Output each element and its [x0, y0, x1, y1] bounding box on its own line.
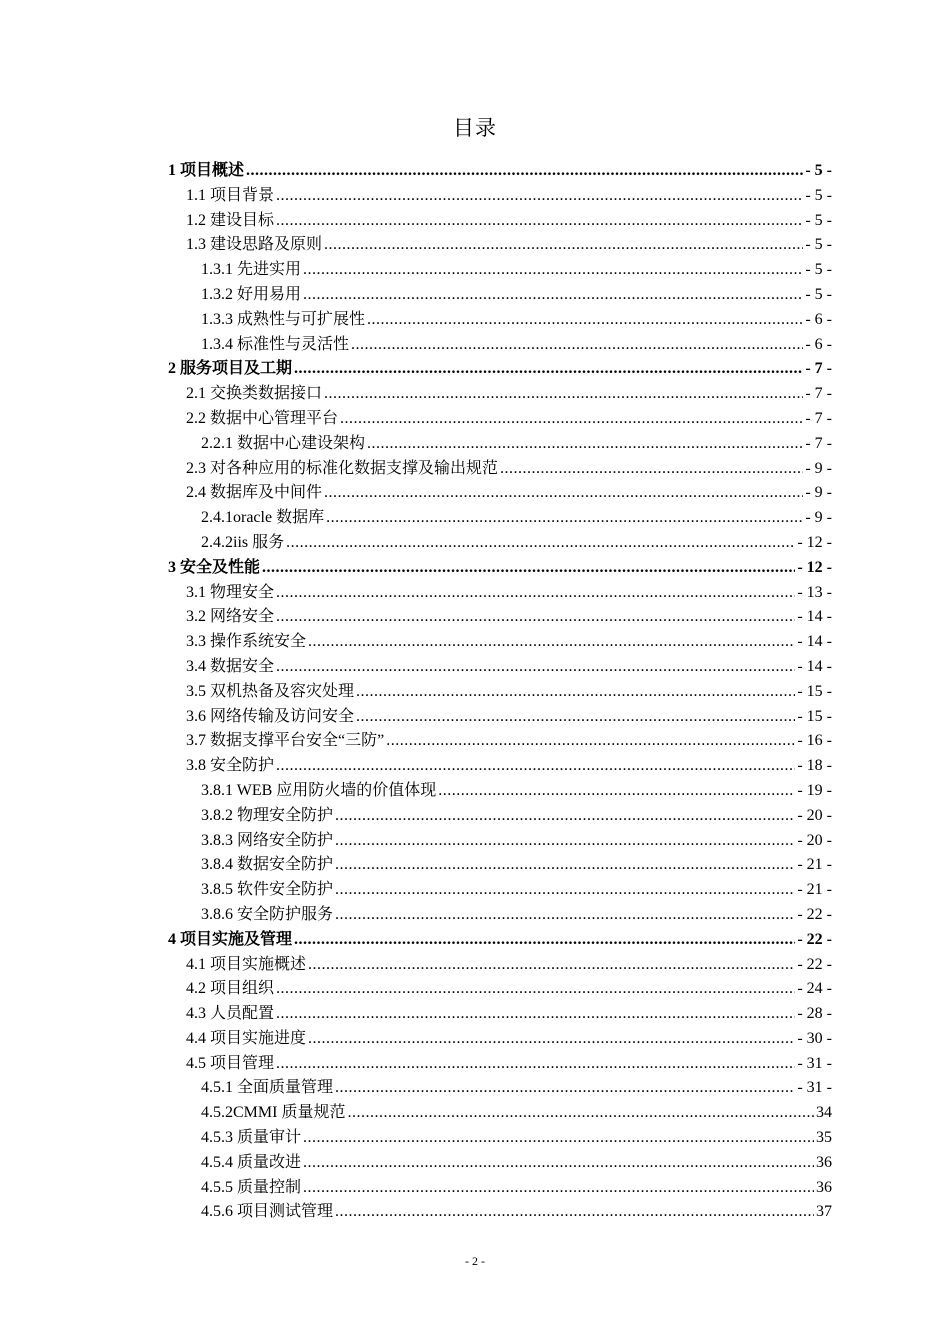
toc-entry[interactable] [168, 1101, 832, 1126]
toc-entry-label: 1.1 项目背景 [186, 186, 275, 204]
toc-entry[interactable] [168, 903, 832, 928]
toc-entry[interactable] [168, 928, 832, 953]
toc-entry-page: 36 [816, 1178, 832, 1196]
toc-leader-dots [356, 680, 795, 705]
toc-entry[interactable] [168, 357, 832, 382]
toc-entry[interactable] [168, 308, 832, 333]
toc-leader-dots [276, 1052, 795, 1077]
toc-entry-label: 3.8.4 数据安全防护 [201, 856, 334, 874]
toc-entry[interactable] [168, 209, 832, 234]
toc-entry[interactable] [168, 283, 832, 308]
toc-leader-dots [351, 333, 803, 358]
toc-entry-label: 4.5 项目管理 [186, 1054, 275, 1072]
toc-entry-label: 2.4.1oracle 数据库 [201, 509, 325, 527]
toc-entry-page: - 16 - [797, 732, 832, 750]
toc-entry-page: - 22 - [797, 930, 832, 948]
toc-entry-page: - 22 - [797, 955, 832, 973]
toc-entry-label: 3.2 网络安全 [186, 608, 275, 626]
toc-leader-dots [335, 903, 795, 928]
toc-entry-page: - 13 - [797, 583, 832, 601]
toc-entry[interactable] [168, 581, 832, 606]
toc-entry-page: - 14 - [797, 657, 832, 675]
toc-entry-page: - 9 - [805, 509, 832, 527]
toc-leader-dots [335, 804, 795, 829]
toc-entry-page: - 7 - [805, 360, 832, 378]
toc-leader-dots [276, 977, 795, 1002]
toc-entry-page: - 24 - [797, 980, 832, 998]
toc-entry[interactable] [168, 556, 832, 581]
toc-entry-page: - 12 - [797, 533, 832, 551]
toc-entry-label: 2.4.2iis 服务 [201, 533, 285, 551]
toc-entry-page: - 31 - [797, 1079, 832, 1097]
toc-entry-page: - 18 - [797, 757, 832, 775]
toc-entry-label: 4.3 人员配置 [186, 1005, 275, 1023]
toc-entry-label: 1.3.3 成熟性与可扩展性 [201, 310, 366, 328]
toc-entry-page: - 7 - [805, 385, 832, 403]
toc-entry[interactable] [168, 481, 832, 506]
toc-entry-page: - 20 - [797, 806, 832, 824]
toc-leader-dots [303, 283, 803, 308]
toc-leader-dots [276, 605, 795, 630]
toc-entry[interactable] [168, 233, 832, 258]
toc-leader-dots [386, 729, 795, 754]
toc-entry-label: 3.8.2 物理安全防护 [201, 806, 334, 824]
toc-entry-label: 1.3.4 标准性与灵活性 [201, 335, 350, 353]
toc-leader-dots [324, 481, 803, 506]
toc-leader-dots [276, 655, 795, 680]
toc-entry-label: 1.3.1 先进实用 [201, 261, 302, 279]
toc-entry[interactable] [168, 1126, 832, 1151]
toc-entry-page: - 5 - [805, 211, 832, 229]
toc-entry-label: 2.2 数据中心管理平台 [186, 409, 339, 427]
toc-leader-dots [294, 928, 795, 953]
toc-leader-dots [500, 457, 803, 482]
toc-entry-page: - 21 - [797, 856, 832, 874]
toc-entry[interactable] [168, 754, 832, 779]
toc-entry-page: - 5 - [805, 236, 832, 254]
toc-leader-dots [335, 829, 795, 854]
toc-entry-page: - 31 - [797, 1054, 832, 1072]
toc-leader-dots [303, 258, 803, 283]
toc-entry-page: - 14 - [797, 608, 832, 626]
toc-entry[interactable] [168, 1176, 832, 1201]
toc-entry[interactable] [168, 258, 832, 283]
toc-leader-dots [262, 556, 795, 581]
toc-entry[interactable] [168, 382, 832, 407]
toc-entry-page: - 7 - [805, 434, 832, 452]
toc-entry-label: 3.4 数据安全 [186, 657, 275, 675]
toc-leader-dots [303, 1176, 814, 1201]
toc-entry-label: 4.5.2CMMI 质量规范 [201, 1104, 346, 1122]
toc-entry-page: - 5 - [805, 261, 832, 279]
toc-leader-dots [286, 531, 795, 556]
toc-leader-dots [276, 184, 803, 209]
toc-entry[interactable] [168, 1002, 832, 1027]
toc-entry-label: 4.5.3 质量审计 [201, 1129, 302, 1147]
toc-leader-dots [324, 382, 803, 407]
toc-entry[interactable] [168, 680, 832, 705]
toc-entry-label: 4.2 项目组织 [186, 980, 275, 998]
toc-entry[interactable] [168, 407, 832, 432]
toc-entry-label: 2.3 对各种应用的标准化数据支撑及输出规范 [186, 459, 499, 477]
toc-entry-page: - 14 - [797, 633, 832, 651]
table-of-contents [168, 159, 832, 1225]
toc-entry-label: 3.8.5 软件安全防护 [201, 881, 334, 899]
toc-entry-label: 2.1 交换类数据接口 [186, 385, 323, 403]
toc-entry[interactable] [168, 977, 832, 1002]
toc-leader-dots [308, 953, 795, 978]
toc-entry[interactable] [168, 779, 832, 804]
toc-leader-dots [246, 159, 803, 184]
toc-entry-page: - 28 - [797, 1005, 832, 1023]
toc-entry-label: 1.3 建设思路及原则 [186, 236, 323, 254]
toc-leader-dots [335, 878, 795, 903]
toc-entry-page: - 5 - [805, 285, 832, 303]
toc-entry[interactable] [168, 1076, 832, 1101]
toc-entry-label: 4.5.5 质量控制 [201, 1178, 302, 1196]
toc-entry-label: 2 服务项目及工期 [168, 360, 293, 378]
toc-entry[interactable] [168, 1052, 832, 1077]
toc-entry-page: - 6 - [805, 310, 832, 328]
toc-leader-dots [276, 209, 803, 234]
toc-leader-dots [276, 1002, 795, 1027]
toc-entry-page: 35 [816, 1129, 832, 1147]
toc-leader-dots [276, 581, 795, 606]
toc-entry[interactable] [168, 1151, 832, 1176]
toc-leader-dots [324, 233, 803, 258]
toc-leader-dots [438, 779, 795, 804]
toc-entry[interactable] [168, 159, 832, 184]
toc-leader-dots [367, 432, 803, 457]
toc-entry-page: - 20 - [797, 831, 832, 849]
toc-entry-label: 3.7 数据支撑平台安全“三防” [186, 732, 385, 750]
toc-entry[interactable] [168, 705, 832, 730]
toc-leader-dots [303, 1151, 814, 1176]
toc-entry-label: 3.8 安全防护 [186, 757, 275, 775]
toc-entry[interactable] [168, 630, 832, 655]
toc-entry[interactable] [168, 655, 832, 680]
toc-entry[interactable] [168, 531, 832, 556]
toc-entry-label: 3.8.3 网络安全防护 [201, 831, 334, 849]
toc-entry-page: - 5 - [805, 162, 832, 179]
toc-entry[interactable] [168, 333, 832, 358]
toc-leader-dots [367, 308, 803, 333]
page-number-footer: - 2 - [465, 1254, 485, 1268]
toc-entry-page: - 19 - [797, 781, 832, 799]
toc-leader-dots [335, 853, 795, 878]
toc-entry-page: 36 [816, 1153, 832, 1171]
toc-entry-page: - 9 - [805, 484, 832, 502]
toc-leader-dots [340, 407, 803, 432]
toc-entry-page: - 6 - [805, 335, 832, 353]
toc-entry[interactable] [168, 1200, 832, 1225]
toc-entry-label: 3 安全及性能 [168, 558, 261, 576]
toc-entry-page: - 15 - [797, 682, 832, 700]
toc-entry-label: 1 项目概述 [168, 162, 245, 179]
toc-entry[interactable] [168, 804, 832, 829]
toc-entry-label: 3.1 物理安全 [186, 583, 275, 601]
toc-entry[interactable] [168, 1027, 832, 1052]
toc-entry-label: 2.4 数据库及中间件 [186, 484, 323, 502]
toc-leader-dots [335, 1076, 795, 1101]
toc-entry-page: - 30 - [797, 1029, 832, 1047]
toc-entry-label: 4.5.4 质量改进 [201, 1153, 302, 1171]
toc-leader-dots [356, 705, 795, 730]
toc-entry-label: 3.3 操作系统安全 [186, 633, 307, 651]
toc-entry[interactable] [168, 605, 832, 630]
toc-entry-page: - 22 - [797, 905, 832, 923]
toc-entry-page: 37 [816, 1203, 832, 1221]
toc-entry[interactable] [168, 184, 832, 209]
toc-entry-label: 3.8.6 安全防护服务 [201, 905, 334, 923]
toc-leader-dots [308, 630, 795, 655]
toc-entry[interactable] [168, 432, 832, 457]
page-title: 目录 [453, 116, 497, 140]
toc-leader-dots [347, 1101, 814, 1126]
toc-entry[interactable] [168, 729, 832, 754]
toc-leader-dots [335, 1200, 814, 1225]
toc-entry[interactable] [168, 878, 832, 903]
toc-entry[interactable] [168, 953, 832, 978]
toc-entry-label: 3.6 网络传输及访问安全 [186, 707, 355, 725]
toc-entry-label: 3.8.1 WEB 应用防火墙的价值体现 [201, 781, 437, 799]
toc-entry-label: 3.5 双机热备及容灾处理 [186, 682, 355, 700]
toc-entry-page: - 12 - [797, 558, 832, 576]
toc-entry-label: 4.1 项目实施概述 [186, 955, 307, 973]
toc-entry-page: 34 [816, 1104, 832, 1122]
toc-entry-label: 4.5.6 项目测试管理 [201, 1203, 334, 1221]
toc-entry-label: 1.2 建设目标 [186, 211, 275, 229]
toc-leader-dots [276, 754, 795, 779]
toc-entry[interactable] [168, 829, 832, 854]
toc-leader-dots [294, 357, 803, 382]
toc-entry-label: 1.3.2 好用易用 [201, 285, 302, 303]
toc-entry[interactable] [168, 853, 832, 878]
toc-entry-page: - 15 - [797, 707, 832, 725]
toc-entry-page: - 9 - [805, 459, 832, 477]
toc-entry[interactable] [168, 506, 832, 531]
toc-leader-dots [308, 1027, 795, 1052]
toc-entry-label: 4 项目实施及管理 [168, 930, 293, 948]
toc-leader-dots [303, 1126, 814, 1151]
toc-entry-page: - 7 - [805, 409, 832, 427]
toc-entry-page: - 5 - [805, 186, 832, 204]
toc-leader-dots [326, 506, 803, 531]
toc-entry-label: 4.4 项目实施进度 [186, 1029, 307, 1047]
toc-entry[interactable] [168, 457, 832, 482]
toc-entry-label: 2.2.1 数据中心建设架构 [201, 434, 366, 452]
toc-entry-label: 4.5.1 全面质量管理 [201, 1079, 334, 1097]
toc-entry-page: - 21 - [797, 881, 832, 899]
